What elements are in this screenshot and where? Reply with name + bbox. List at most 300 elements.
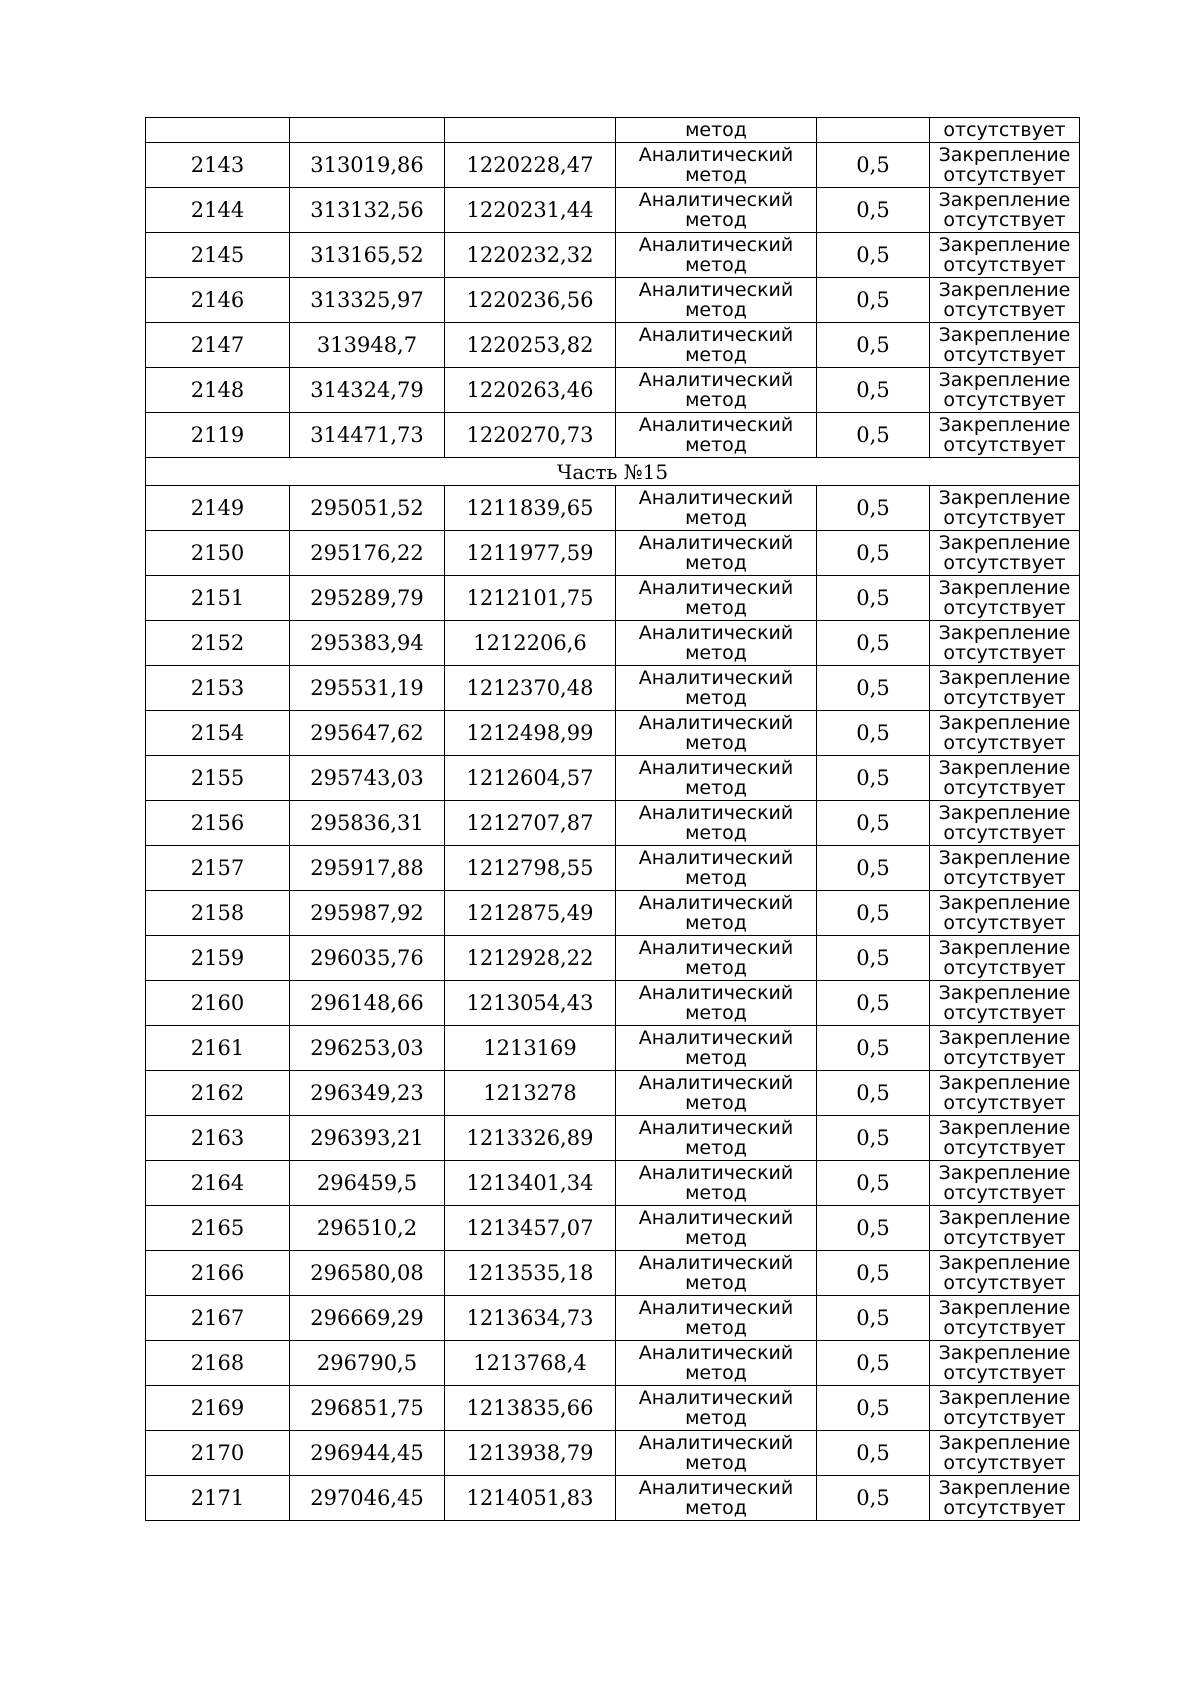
x-cell: 297046,45 [290,1476,445,1521]
id-cell: 2156 [146,801,290,846]
precision-cell: 0,5 [817,846,930,891]
id-cell: 2149 [146,486,290,531]
method-line: Аналитический [638,1072,794,1094]
id-cell: 2148 [146,368,290,413]
fixing-line: отсутствует [943,1092,1066,1114]
id-cell: 2143 [146,143,290,188]
table-row [146,1026,1080,1071]
fixing-cell [930,368,1080,413]
fixing-line: Закрепление [938,1072,1071,1094]
y-cell: 1212101,75 [445,576,616,621]
method-cell [616,323,817,368]
method-cell [616,981,817,1026]
method-line: Аналитический [638,802,794,824]
table-row [146,801,1080,846]
method-line: Аналитический [638,982,794,1004]
precision-cell: 0,5 [817,1161,930,1206]
method-line: метод [685,1047,747,1069]
fixing-line: отсутствует [943,1407,1066,1429]
fixing-cell [930,621,1080,666]
x-cell: 295383,94 [290,621,445,666]
method-cell [616,1116,817,1161]
x-cell: 296035,76 [290,936,445,981]
fixing-line: Закрепление [938,937,1071,959]
fixing-line: Закрепление [938,144,1071,166]
fixing-cell [930,756,1080,801]
y-cell: 1212798,55 [445,846,616,891]
method-line: метод [685,1452,747,1474]
precision-cell: 0,5 [817,1386,930,1431]
y-cell: 1212370,48 [445,666,616,711]
fixing-line: отсутствует [943,597,1066,619]
fixing-line: отсутствует [943,1137,1066,1159]
table-row [146,1071,1080,1116]
method-line: метод [685,777,747,799]
y-cell: 1220228,47 [445,143,616,188]
y-cell: 1213278 [445,1071,616,1116]
precision-cell [817,118,930,143]
id-cell: 2158 [146,891,290,936]
fixing-line: Закрепление [938,487,1071,509]
table-row [146,413,1080,458]
method-line: Аналитический [638,324,794,346]
precision-cell: 0,5 [817,368,930,413]
precision-cell: 0,5 [817,143,930,188]
x-cell: 295531,19 [290,666,445,711]
y-cell: 1213535,18 [445,1251,616,1296]
fixing-cell [930,486,1080,531]
precision-cell: 0,5 [817,1116,930,1161]
method-line: Аналитический [638,1342,794,1364]
fixing-line: отсутствует [943,1272,1066,1294]
method-line: Аналитический [638,1162,794,1184]
fixing-line: отсутствует [943,209,1066,231]
method-cell [616,936,817,981]
table-row [146,1386,1080,1431]
fixing-line: отсутствует [943,164,1066,186]
y-cell: 1213768,4 [445,1341,616,1386]
method-cell [616,1296,817,1341]
id-cell: 2147 [146,323,290,368]
method-line: Аналитический [638,1207,794,1229]
y-cell: 1212875,49 [445,891,616,936]
method-cell [616,531,817,576]
x-cell: 296349,23 [290,1071,445,1116]
precision-cell: 0,5 [817,576,930,621]
fixing-line: отсутствует [943,957,1066,979]
id-cell [146,118,290,143]
x-cell: 295289,79 [290,576,445,621]
method-line: метод [685,822,747,844]
fixing-line: отсутствует [943,867,1066,889]
fixing-cell [930,801,1080,846]
method-line: метод [685,1407,747,1429]
method-cell [616,576,817,621]
method-line: Аналитический [638,414,794,436]
method-line: метод [685,434,747,456]
method-line: метод [685,1002,747,1024]
fixing-line: отсутствует [943,344,1066,366]
id-cell: 2171 [146,1476,290,1521]
table-row [146,531,1080,576]
x-cell: 313165,52 [290,233,445,278]
fixing-line: Закрепление [938,577,1071,599]
precision-cell: 0,5 [817,278,930,323]
method-cell [616,143,817,188]
fixing-line: Закрепление [938,279,1071,301]
method-line: метод [685,1137,747,1159]
y-cell: 1213835,66 [445,1386,616,1431]
method-cell [616,368,817,413]
method-line: Аналитический [638,577,794,599]
fixing-cell [930,413,1080,458]
x-cell: 296393,21 [290,1116,445,1161]
x-cell: 295176,22 [290,531,445,576]
fixing-line: отсутствует [943,1047,1066,1069]
id-cell: 2167 [146,1296,290,1341]
x-cell: 296459,5 [290,1161,445,1206]
x-cell [290,118,445,143]
fixing-cell [930,188,1080,233]
method-line: Аналитический [638,1387,794,1409]
fixing-line: Закрепление [938,369,1071,391]
id-cell: 2166 [146,1251,290,1296]
id-cell: 2153 [146,666,290,711]
x-cell: 313325,97 [290,278,445,323]
method-line: Аналитический [638,532,794,554]
method-line: Аналитический [638,667,794,689]
y-cell: 1213169 [445,1026,616,1071]
fixing-line: отсутствует [943,642,1066,664]
id-cell: 2165 [146,1206,290,1251]
id-cell: 2169 [146,1386,290,1431]
precision-cell: 0,5 [817,891,930,936]
y-cell: 1212498,99 [445,711,616,756]
fixing-cell [930,936,1080,981]
table-row [146,1341,1080,1386]
table-row [146,278,1080,323]
table-row [146,233,1080,278]
fixing-line: отсутствует [943,299,1066,321]
id-cell: 2168 [146,1341,290,1386]
fixing-line: Закрепление [938,532,1071,554]
method-cell [616,1161,817,1206]
fixing-line: отсутствует [943,777,1066,799]
x-cell: 313132,56 [290,188,445,233]
fixing-cell [930,981,1080,1026]
fixing-line: отсутствует [943,1317,1066,1339]
method-line: метод [685,254,747,276]
fixing-line: Закрепление [938,847,1071,869]
precision-cell: 0,5 [817,413,930,458]
id-cell: 2170 [146,1431,290,1476]
id-cell: 2146 [146,278,290,323]
fixing-line: Закрепление [938,892,1071,914]
fixing-line: Закрепление [938,1342,1071,1364]
precision-cell: 0,5 [817,1296,930,1341]
precision-cell: 0,5 [817,1026,930,1071]
y-cell: 1213401,34 [445,1161,616,1206]
y-cell: 1212707,87 [445,801,616,846]
fixing-cell [930,233,1080,278]
precision-cell: 0,5 [817,801,930,846]
y-cell: 1213457,07 [445,1206,616,1251]
id-cell: 2155 [146,756,290,801]
table-row [146,576,1080,621]
table-row [146,1296,1080,1341]
fixing-line: Закрепление [938,802,1071,824]
precision-cell: 0,5 [817,323,930,368]
fixing-cell [930,576,1080,621]
section-title: Часть №15 [146,458,1080,486]
table-row [146,486,1080,531]
method-line: метод [685,867,747,889]
y-cell: 1212928,22 [445,936,616,981]
table-row [146,1251,1080,1296]
x-cell: 295987,92 [290,891,445,936]
method-cell [616,486,817,531]
method-line: Аналитический [638,847,794,869]
x-cell: 296851,75 [290,1386,445,1431]
fixing-cell [930,531,1080,576]
y-cell: 1220263,46 [445,368,616,413]
fixing-line: Закрепление [938,1027,1071,1049]
precision-cell: 0,5 [817,666,930,711]
method-line: метод [685,1362,747,1384]
method-line: Аналитический [638,279,794,301]
method-cell: метод [616,118,817,143]
fixing-cell [930,846,1080,891]
continuation-row [146,118,1080,143]
id-cell: 2119 [146,413,290,458]
method-line: метод [685,164,747,186]
method-line: метод [685,1497,747,1519]
method-line: метод [685,552,747,574]
table-row [146,1431,1080,1476]
id-cell: 2164 [146,1161,290,1206]
method-line: Аналитический [638,1117,794,1139]
fixing-line: Закрепление [938,414,1071,436]
precision-cell: 0,5 [817,1251,930,1296]
method-line: метод [685,344,747,366]
fixing-line: Закрепление [938,667,1071,689]
x-cell: 296253,03 [290,1026,445,1071]
fixing-cell [930,1116,1080,1161]
fixing-line: отсутствует [943,389,1066,411]
y-cell: 1211839,65 [445,486,616,531]
fixing-line: отсутствует [943,732,1066,754]
method-cell [616,621,817,666]
method-cell [616,1026,817,1071]
precision-cell: 0,5 [817,1341,930,1386]
fixing-cell [930,143,1080,188]
x-cell: 295917,88 [290,846,445,891]
fixing-cell [930,1341,1080,1386]
top-rows-group [146,143,1080,458]
table-row [146,666,1080,711]
method-line: метод [685,299,747,321]
fixing-line: отсутствует [943,912,1066,934]
fixing-cell: отсутствует [930,118,1080,143]
table-row [146,891,1080,936]
y-cell: 1213938,79 [445,1431,616,1476]
y-cell: 1220270,73 [445,413,616,458]
method-line: метод [685,912,747,934]
method-line: Аналитический [638,712,794,734]
fixing-line: отсутствует [943,1002,1066,1024]
method-cell [616,666,817,711]
id-cell: 2150 [146,531,290,576]
y-cell: 1213634,73 [445,1296,616,1341]
id-cell: 2161 [146,1026,290,1071]
precision-cell: 0,5 [817,188,930,233]
precision-cell: 0,5 [817,621,930,666]
method-cell [616,711,817,756]
table-row [146,143,1080,188]
method-line: метод [685,507,747,529]
y-cell: 1212206,6 [445,621,616,666]
x-cell: 296944,45 [290,1431,445,1476]
x-cell: 296580,08 [290,1251,445,1296]
method-line: Аналитический [638,622,794,644]
method-line: Аналитический [638,1252,794,1274]
table-row [146,981,1080,1026]
fixing-line: Закрепление [938,982,1071,1004]
fixing-line: Закрепление [938,1252,1071,1274]
x-cell: 295836,31 [290,801,445,846]
method-line: метод [685,209,747,231]
method-line: Аналитический [638,189,794,211]
x-cell: 296148,66 [290,981,445,1026]
y-cell: 1213054,43 [445,981,616,1026]
fixing-cell [930,1386,1080,1431]
id-cell: 2160 [146,981,290,1026]
method-line: метод [685,597,747,619]
fixing-line: Закрепление [938,234,1071,256]
fixing-cell [930,711,1080,756]
table-row [146,1476,1080,1521]
fixing-line: Закрепление [938,189,1071,211]
section-header-row [146,458,1080,486]
method-cell [616,846,817,891]
method-line: Аналитический [638,937,794,959]
table-row [146,188,1080,233]
precision-cell: 0,5 [817,486,930,531]
fixing-cell [930,1071,1080,1116]
method-cell [616,1431,817,1476]
y-cell: 1212604,57 [445,756,616,801]
fixing-line: Закрепление [938,1117,1071,1139]
method-line: Аналитический [638,144,794,166]
fixing-cell [930,1296,1080,1341]
fixing-cell [930,323,1080,368]
fixing-line: Закрепление [938,1477,1071,1499]
fixing-line: Закрепление [938,712,1071,734]
fixing-line: отсутствует [943,1362,1066,1384]
x-cell: 314324,79 [290,368,445,413]
table-row [146,1116,1080,1161]
method-cell [616,1341,817,1386]
method-line: Аналитический [638,1297,794,1319]
method-line: метод [685,1182,747,1204]
method-line: Аналитический [638,487,794,509]
fixing-cell [930,666,1080,711]
id-cell: 2151 [146,576,290,621]
precision-cell: 0,5 [817,1206,930,1251]
fixing-cell [930,1161,1080,1206]
id-cell: 2145 [146,233,290,278]
table-row [146,323,1080,368]
y-cell: 1211977,59 [445,531,616,576]
id-cell: 2152 [146,621,290,666]
fixing-cell [930,278,1080,323]
method-line: Аналитический [638,1432,794,1454]
table-row [146,846,1080,891]
table-row [146,368,1080,413]
method-cell [616,413,817,458]
fixing-line: отсутствует [943,1182,1066,1204]
fixing-line: Закрепление [938,1162,1071,1184]
table-row [146,936,1080,981]
fixing-cell [930,1206,1080,1251]
x-cell: 295051,52 [290,486,445,531]
fixing-line: Закрепление [938,1432,1071,1454]
method-cell [616,801,817,846]
table-row [146,756,1080,801]
y-cell: 1220232,32 [445,233,616,278]
method-cell [616,1386,817,1431]
fixing-line: Закрепление [938,757,1071,779]
y-cell: 1220236,56 [445,278,616,323]
y-cell: 1220231,44 [445,188,616,233]
method-cell [616,1071,817,1116]
x-cell: 313948,7 [290,323,445,368]
fixing-line: Закрепление [938,1207,1071,1229]
fixing-line: Закрепление [938,622,1071,644]
x-cell: 296669,29 [290,1296,445,1341]
y-cell: 1213326,89 [445,1116,616,1161]
precision-cell: 0,5 [817,756,930,801]
method-line: метод [685,1092,747,1114]
id-cell: 2163 [146,1116,290,1161]
method-line: метод [685,957,747,979]
id-cell: 2144 [146,188,290,233]
method-line: Аналитический [638,892,794,914]
fixing-line: Закрепление [938,324,1071,346]
method-line: метод [685,1272,747,1294]
method-cell [616,756,817,801]
x-cell: 314471,73 [290,413,445,458]
precision-cell: 0,5 [817,936,930,981]
id-cell: 2154 [146,711,290,756]
y-cell: 1220253,82 [445,323,616,368]
fixing-cell [930,1431,1080,1476]
y-cell [445,118,616,143]
y-cell: 1214051,83 [445,1476,616,1521]
method-line: метод [685,1317,747,1339]
precision-cell: 0,5 [817,711,930,756]
method-line: Аналитический [638,234,794,256]
precision-cell: 0,5 [817,233,930,278]
fixing-line: отсутствует [943,687,1066,709]
x-cell: 296510,2 [290,1206,445,1251]
fixing-line: Закрепление [938,1297,1071,1319]
method-line: метод [685,642,747,664]
method-cell [616,891,817,936]
fixing-line: отсутствует [943,434,1066,456]
fixing-cell [930,1476,1080,1521]
precision-cell: 0,5 [817,1431,930,1476]
